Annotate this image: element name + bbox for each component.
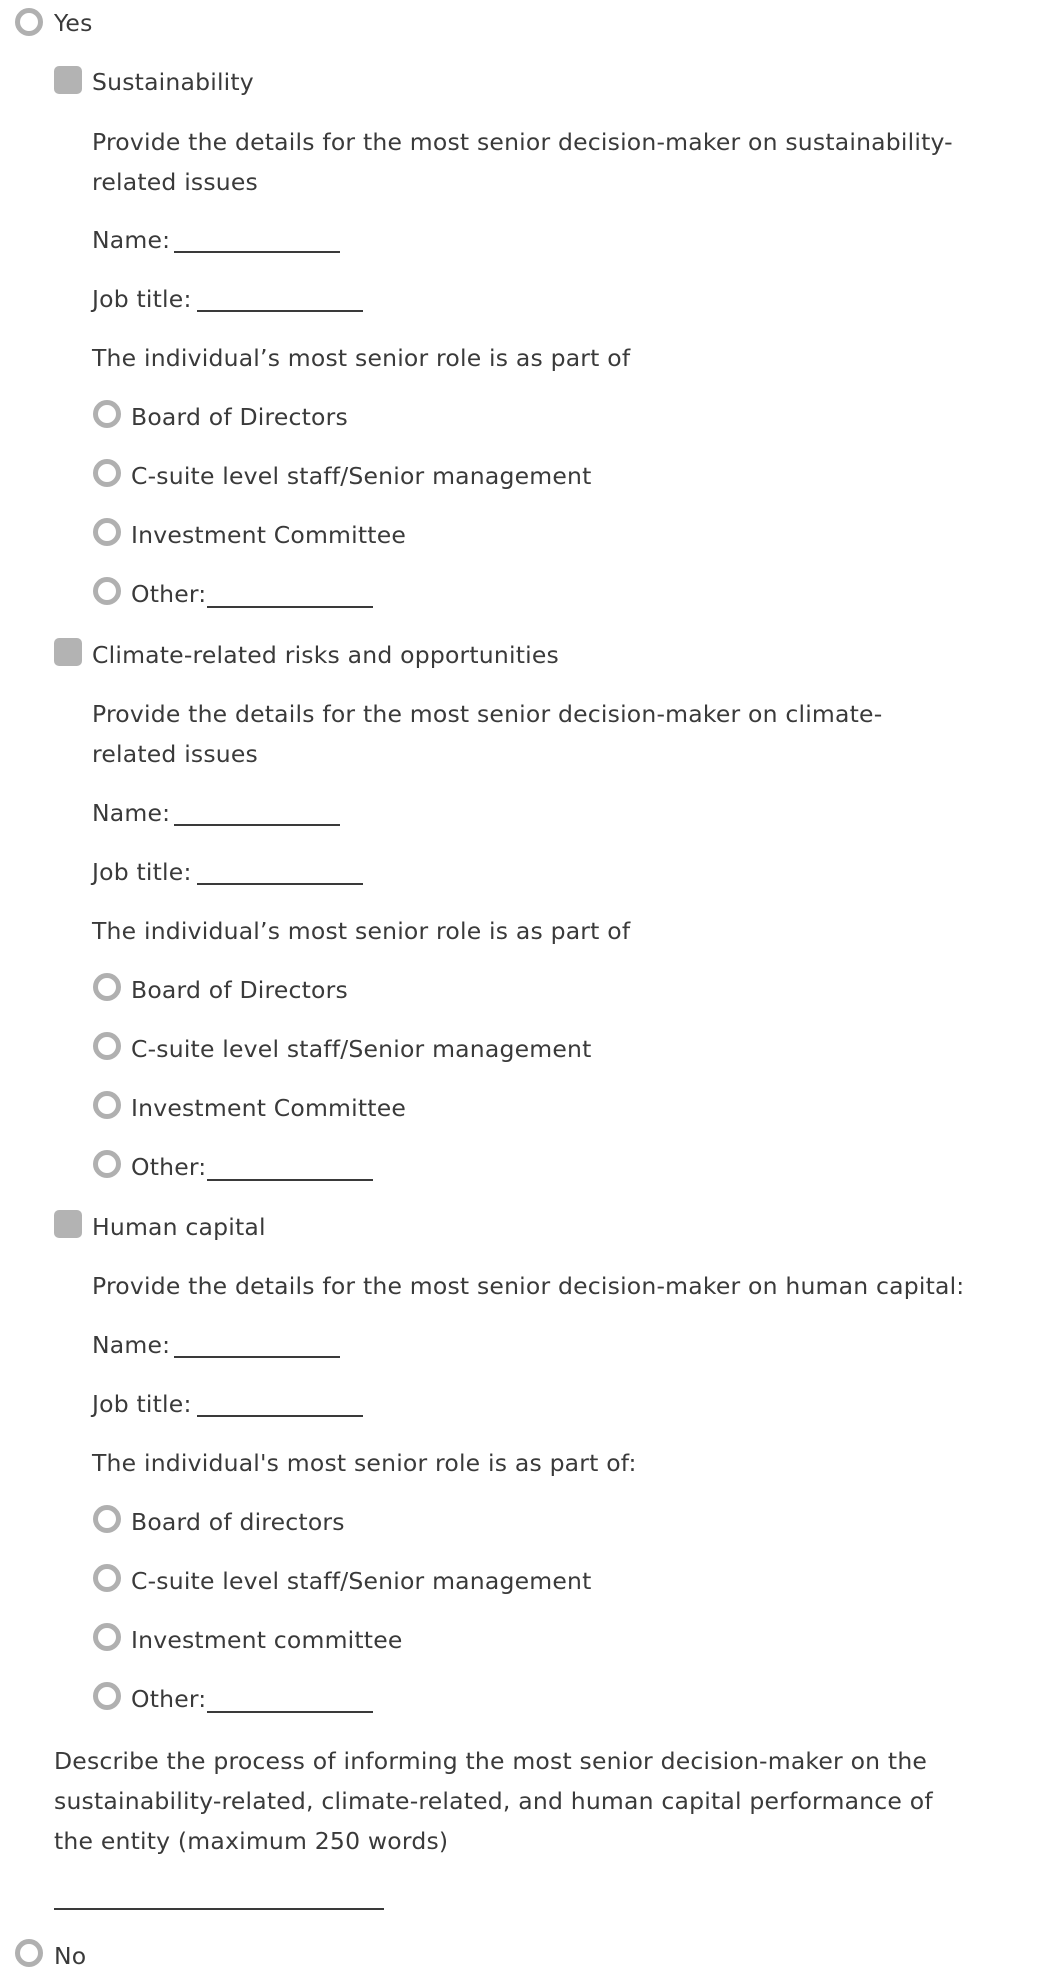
human-capital-job-title-label: Job title: — [92, 1390, 192, 1418]
sustainability-role-label-investment: Investment Committee — [131, 521, 407, 549]
climate-role-radio-investment[interactable] — [93, 1091, 121, 1119]
climate-role-prompt: The individual’s most senior role is as part of — [92, 917, 631, 945]
climate-role-label-board: Board of Directors — [131, 976, 348, 1004]
sustainability-role-radio-other[interactable] — [93, 577, 121, 605]
climate-name-field[interactable] — [174, 824, 340, 826]
sustainability-role-label-csuite: C-suite level staff/Senior management — [131, 462, 592, 490]
sustainability-checkbox-label: Sustainability — [92, 68, 254, 96]
yes-label: Yes — [54, 9, 93, 37]
climate-prompt: Provide the details for the most senior decision-maker on climate-related issues — [92, 700, 883, 768]
sustainability-job-title-field[interactable] — [197, 310, 363, 312]
climate-name-label: Name: — [92, 799, 171, 827]
human-capital-name-label: Name: — [92, 1331, 171, 1359]
sustainability-role-prompt: The individual’s most senior role is as part of — [92, 344, 631, 372]
climate-role-label-other: Other: — [131, 1153, 207, 1181]
human-capital-name-field[interactable] — [174, 1356, 340, 1358]
human-capital-role-label-board: Board of directors — [131, 1508, 345, 1536]
climate-checkbox-label: Climate-related risks and opportunities — [92, 641, 559, 669]
human-capital-role-radio-other[interactable] — [93, 1682, 121, 1710]
yes-radio[interactable] — [15, 8, 43, 36]
climate-job-title-field[interactable] — [197, 883, 363, 885]
climate-role-radio-csuite[interactable] — [93, 1032, 121, 1060]
climate-role-radio-board[interactable] — [93, 973, 121, 1001]
process-answer-field[interactable] — [54, 1908, 384, 1910]
sustainability-role-label-other: Other: — [131, 580, 207, 608]
no-radio[interactable] — [15, 1939, 43, 1967]
process-question: Describe the process of informing the most senior decision-maker on the sustainability-related, climate-related, and human capital performance of the entity (maximum 250 words) — [54, 1747, 933, 1855]
sustainability-name-field[interactable] — [174, 251, 340, 253]
human-capital-role-label-investment: Investment committee — [131, 1626, 403, 1654]
climate-role-label-csuite: C-suite level staff/Senior management — [131, 1035, 592, 1063]
human-capital-role-radio-investment[interactable] — [93, 1623, 121, 1651]
human-capital-role-prompt: The individual's most senior role is as part of: — [92, 1449, 637, 1477]
climate-role-radio-other[interactable] — [93, 1150, 121, 1178]
human-capital-role-radio-csuite[interactable] — [93, 1564, 121, 1592]
no-label: No — [54, 1942, 87, 1970]
human-capital-job-title-field[interactable] — [197, 1415, 363, 1417]
climate-checkbox[interactable] — [54, 638, 82, 666]
climate-other-field[interactable] — [207, 1179, 373, 1181]
sustainability-role-label-board: Board of Directors — [131, 403, 348, 431]
climate-job-title-label: Job title: — [92, 858, 192, 886]
sustainability-role-radio-csuite[interactable] — [93, 459, 121, 487]
human-capital-prompt: Provide the details for the most senior decision-maker on human capital: — [92, 1272, 965, 1300]
human-capital-checkbox-label: Human capital — [92, 1213, 266, 1241]
human-capital-role-radio-board[interactable] — [93, 1505, 121, 1533]
human-capital-checkbox[interactable] — [54, 1210, 82, 1238]
sustainability-role-radio-board[interactable] — [93, 400, 121, 428]
sustainability-job-title-label: Job title: — [92, 285, 192, 313]
sustainability-other-field[interactable] — [207, 606, 373, 608]
sustainability-checkbox[interactable] — [54, 66, 82, 94]
human-capital-role-label-other: Other: — [131, 1685, 207, 1713]
human-capital-role-label-csuite: C-suite level staff/Senior management — [131, 1567, 592, 1595]
sustainability-role-radio-investment[interactable] — [93, 518, 121, 546]
human-capital-other-field[interactable] — [207, 1711, 373, 1713]
sustainability-prompt: Provide the details for the most senior decision-maker on sustainability-related issues — [92, 128, 953, 196]
sustainability-name-label: Name: — [92, 226, 171, 254]
climate-role-label-investment: Investment Committee — [131, 1094, 407, 1122]
